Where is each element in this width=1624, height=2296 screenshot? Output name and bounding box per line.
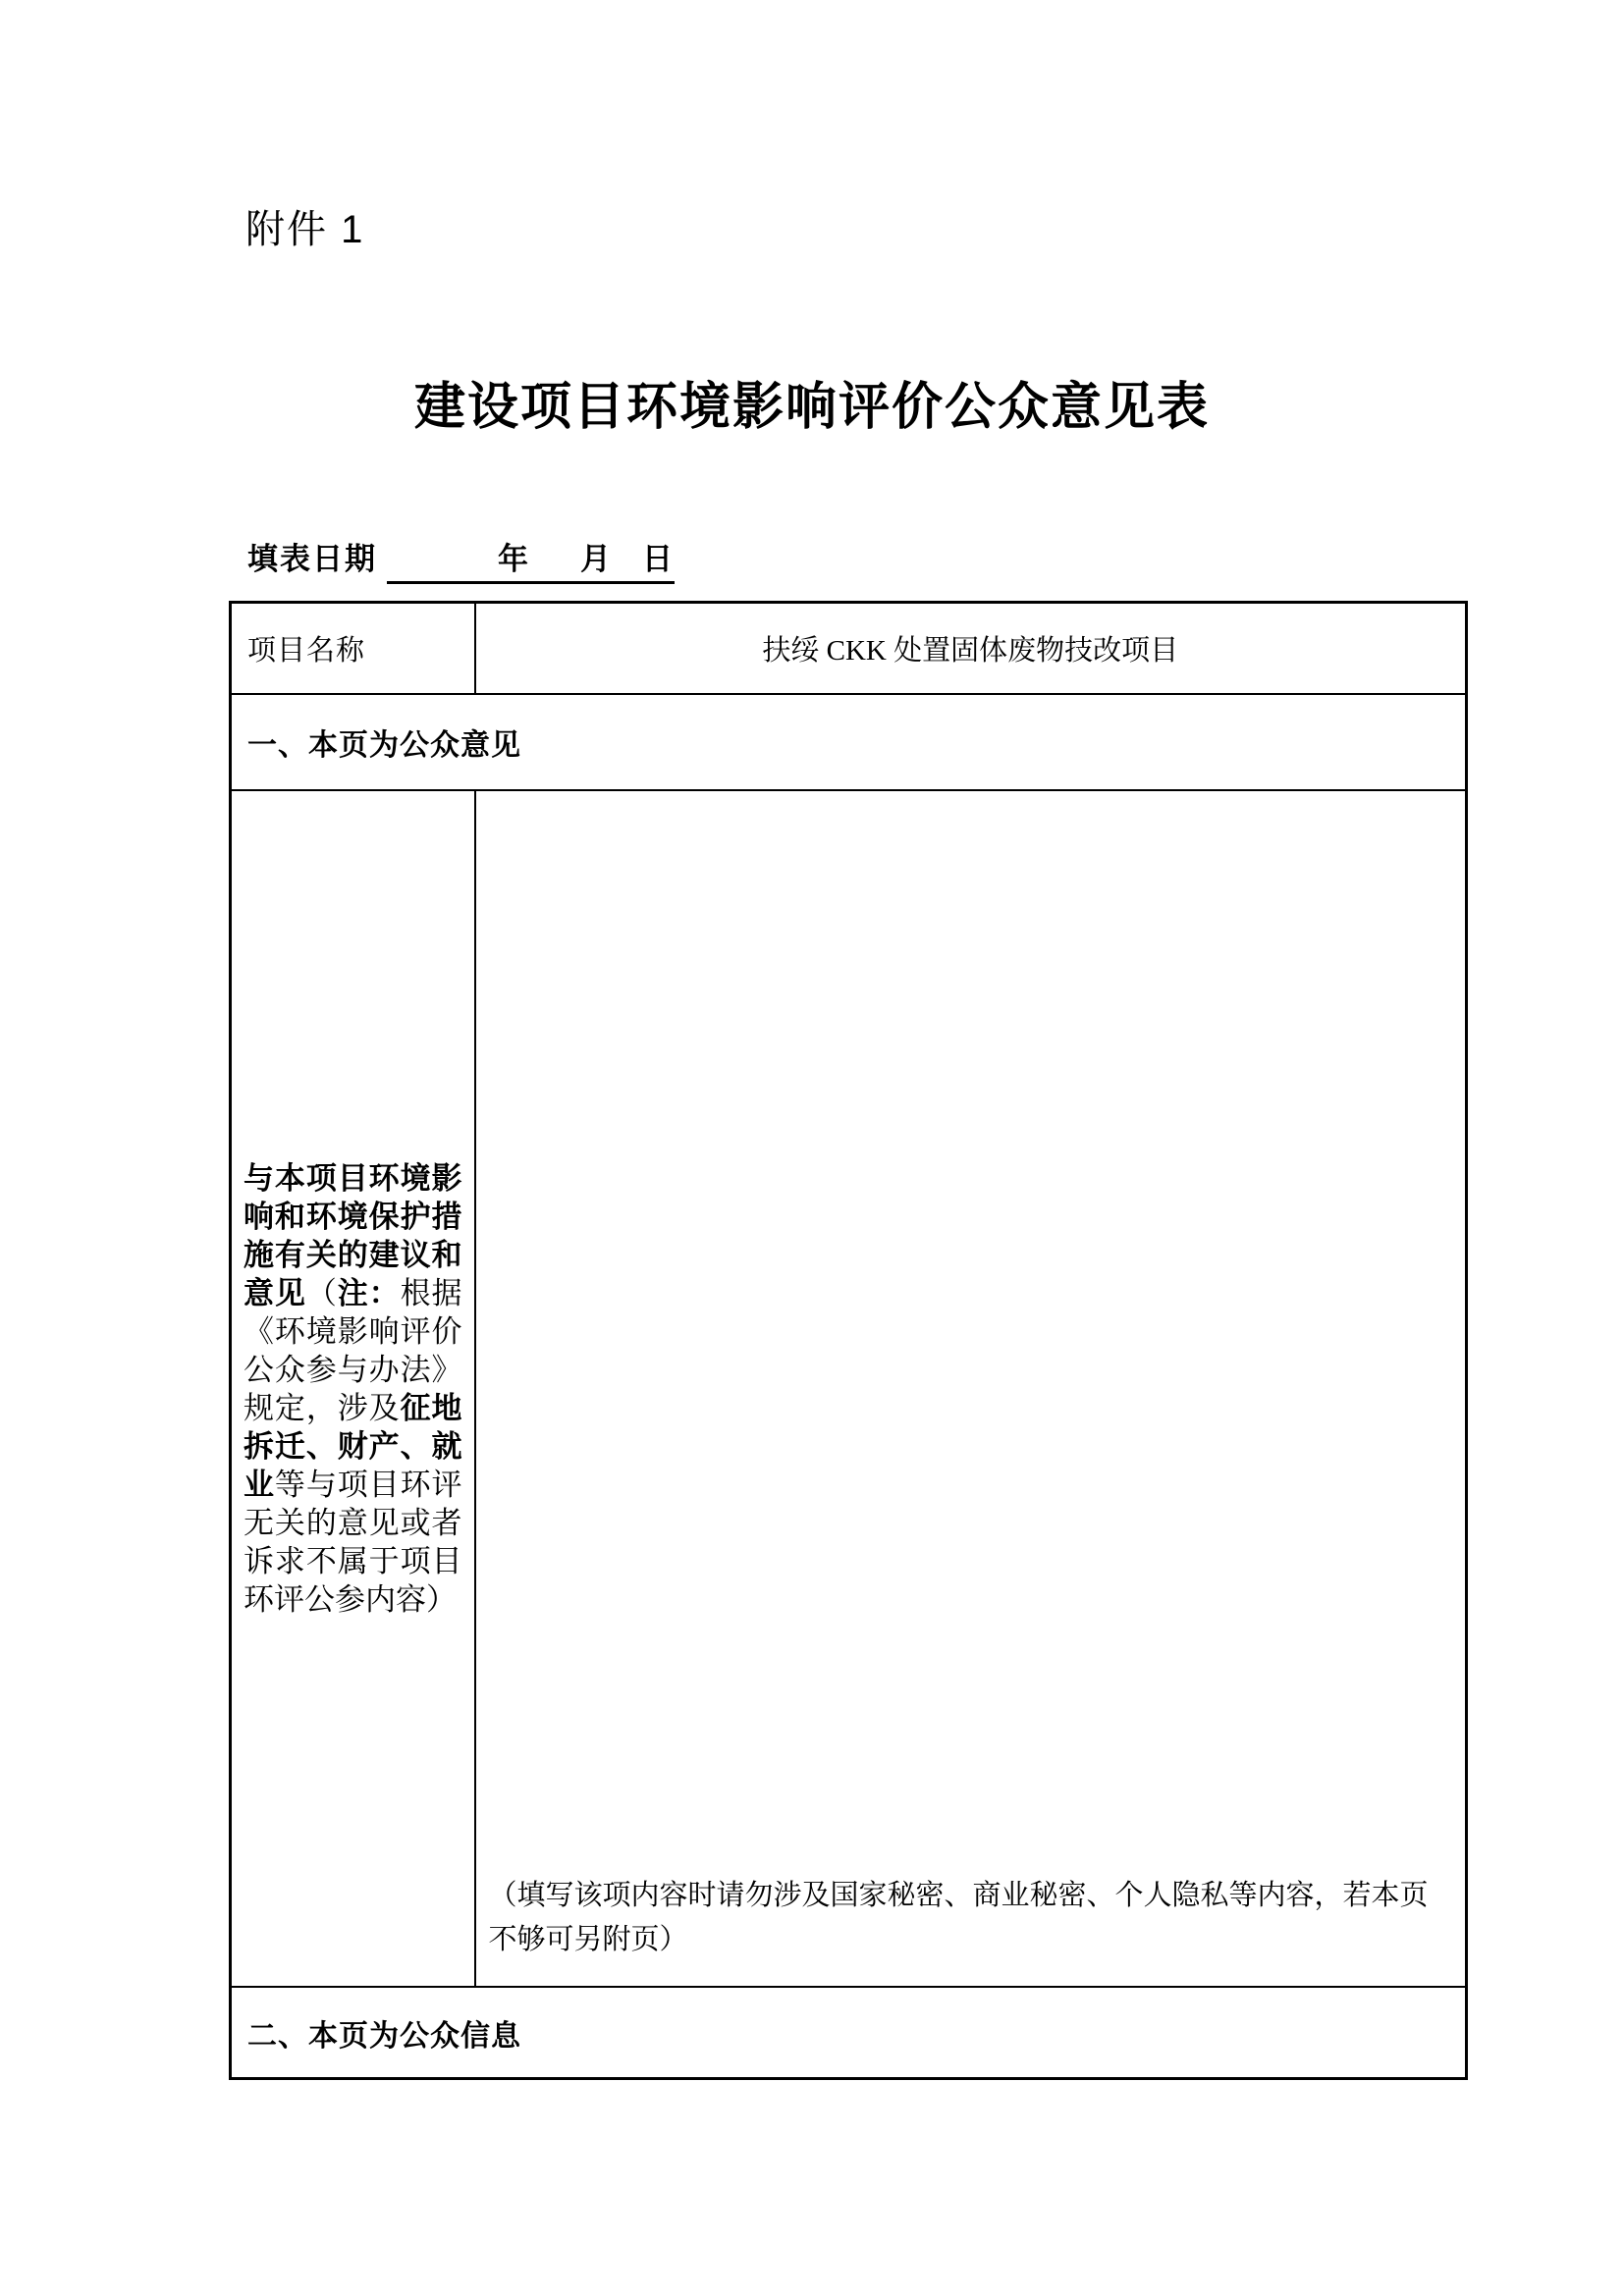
- form-date-row: [247, 534, 675, 584]
- opinion-label-cell: [231, 790, 475, 1987]
- project-name-row: [231, 603, 1467, 695]
- attachment-label: 附件 1: [245, 208, 365, 251]
- date-month-label: 月: [580, 542, 611, 576]
- opinion-row: [231, 790, 1467, 1987]
- opinion-label-bold-1: 与本项目环境影响和环境保护措施有关的建议和意见: [244, 1160, 462, 1310]
- section-2-row: [231, 1987, 1467, 2079]
- project-name-label: 项目名称: [231, 603, 475, 695]
- opinion-input-area[interactable]: [475, 790, 1467, 1987]
- opinion-note: （填写该项内容时请勿涉及国家秘密、商业秘密、个人隐私等内容，若本页不够可另附页）: [488, 1880, 1429, 1955]
- opinion-label-regular-1: （: [305, 1275, 338, 1310]
- opinion-label-text: [244, 1159, 462, 1619]
- opinion-label-bold-3: 征地拆迁、财产、就业: [244, 1390, 462, 1502]
- date-blank-line[interactable]: [387, 534, 675, 584]
- opinion-label-regular-2: 根据《环境影响评价公众参与办法》规定，涉及: [244, 1275, 462, 1425]
- section-1-row: [231, 694, 1467, 790]
- date-label: 填表日期: [247, 542, 377, 576]
- section-2-header: 二、本页为公众信息: [231, 1987, 1467, 2079]
- section-1-header: 一、本页为公众意见: [231, 694, 1467, 790]
- project-name-value: 扶绥 CKK 处置固体废物技改项目: [475, 603, 1467, 695]
- date-year-label: 年: [498, 542, 528, 576]
- opinion-form-table: [229, 601, 1468, 2080]
- opinion-label-bold-2: 注：: [337, 1275, 401, 1310]
- opinion-label-regular-3: 等与项目环评无关的意见或者诉求不属于项目环评公参内容）: [244, 1467, 462, 1617]
- page-title: 建设项目环境影响评价公众意见表: [413, 379, 1210, 436]
- date-day-label: 日: [642, 542, 673, 576]
